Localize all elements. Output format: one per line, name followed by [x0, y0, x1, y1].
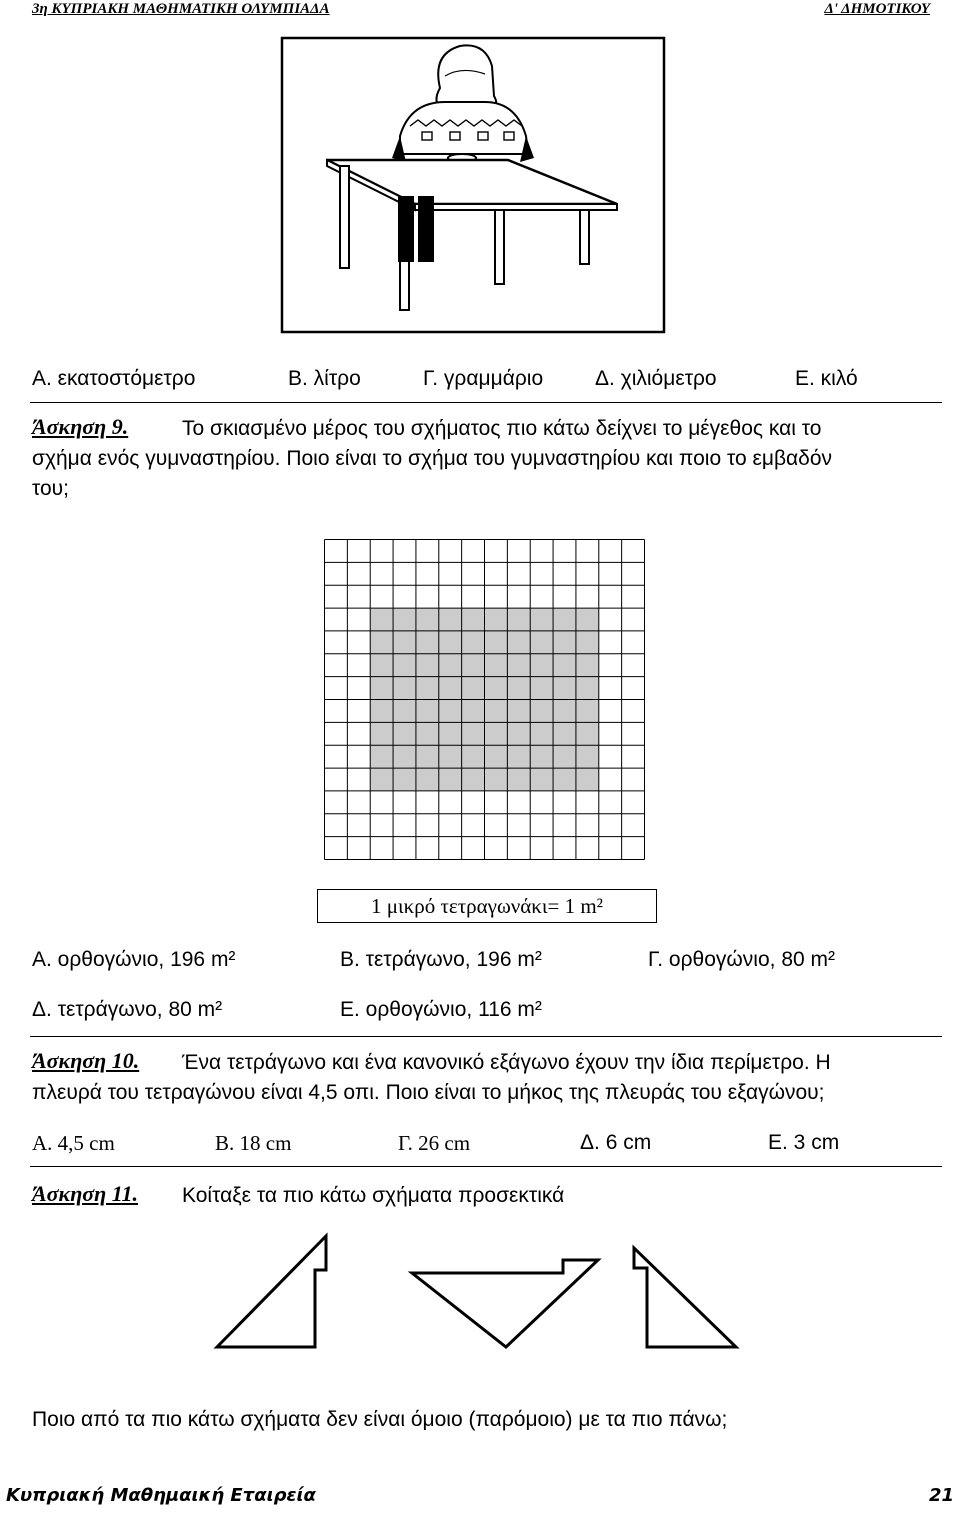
page-number: 21	[928, 1485, 954, 1506]
q9-label: Άσκηση 9.	[32, 414, 129, 439]
q8-option-a: Α. εκατοστόμετρο	[32, 367, 196, 390]
q10-option-e: Ε. 3 cm	[768, 1131, 840, 1154]
q8-option-b: Β. λίτρο	[288, 367, 361, 390]
shape-1	[217, 1236, 326, 1347]
q9-option-c: Γ. ορθογώνιο, 80 m²	[648, 948, 836, 971]
q11-label: Άσκηση 11.	[32, 1181, 138, 1206]
q8-option-c: Γ. γραμμάριο	[423, 367, 544, 390]
gym-grid	[323, 538, 646, 861]
q10-option-c: Γ. 26 cm	[398, 1131, 471, 1155]
q9-text-line2: σχήμα ενός γυμναστηρίου. Ποιο είναι το σχήμα του γυμναστηρίου και ποιο το εμβαδόν	[32, 447, 833, 470]
q9-text-line3: του;	[32, 477, 69, 500]
footer-left: Κυπριακή Μαθημαική Εταιρεία	[6, 1485, 316, 1506]
q9-option-d: Δ. τετράγωνο, 80 m²	[32, 998, 223, 1021]
q11-question: Ποιο από τα πιο κάτω σχήματα δεν είναι όμοιο (παρόμοιο) με τα πιο πάνω;	[32, 1408, 728, 1431]
q9-option-e: Ε. ορθογώνιο, 116 m²	[340, 998, 542, 1021]
q9-text-line1: Το σκιασμένο μέρος του σχήματος πιο κάτω δείχνει το μέγεθος και το	[182, 417, 822, 440]
shape-3	[634, 1248, 736, 1347]
q8-option-d: Δ. χιλιόμετρο	[595, 367, 717, 390]
header-right: Δ' ΔΗΜΟΤΙΚΟΥ	[824, 1, 930, 17]
q10-text-line2: πλευρά του τετραγώνου είναι 4,5 οπι. Ποιο είναι το μήκος της πλευράς του εξαγώνου;	[32, 1081, 825, 1104]
q11-shapes	[210, 1230, 770, 1370]
q10-text-line1: Ένα τετράγωνο και ένα κανονικό εξάγωνο έχουν την ίδια περίμετρο. Η	[182, 1051, 831, 1074]
q9-option-a: Α. ορθογώνιο, 196 m²	[32, 948, 236, 971]
child-table-illustration	[280, 36, 666, 334]
q10-option-b: Β. 18 cm	[215, 1131, 292, 1155]
q10-option-d: Δ. 6 cm	[580, 1131, 652, 1154]
q10-option-a: Α. 4,5 cm	[32, 1131, 115, 1155]
shape-2	[412, 1260, 598, 1347]
q8-option-e: Ε. κιλό	[795, 367, 858, 390]
divider-q10	[30, 1036, 942, 1037]
q9-option-b: Β. τετράγωνο, 196 m²	[340, 948, 542, 971]
q10-label: Άσκηση 10.	[32, 1048, 140, 1073]
divider-q11	[30, 1166, 942, 1167]
grid-legend: 1 μικρό τετραγωνάκι= 1 m²	[317, 889, 657, 923]
q11-intro: Κοίταξε τα πιο κάτω σχήματα προσεκτικά	[182, 1184, 565, 1207]
header-left: 3η ΚΥΠΡΙΑΚΗ ΜΑΘΗΜΑΤΙΚΗ ΟΛΥΜΠΙΑΔΑ	[32, 1, 330, 17]
divider-q9	[30, 402, 942, 403]
